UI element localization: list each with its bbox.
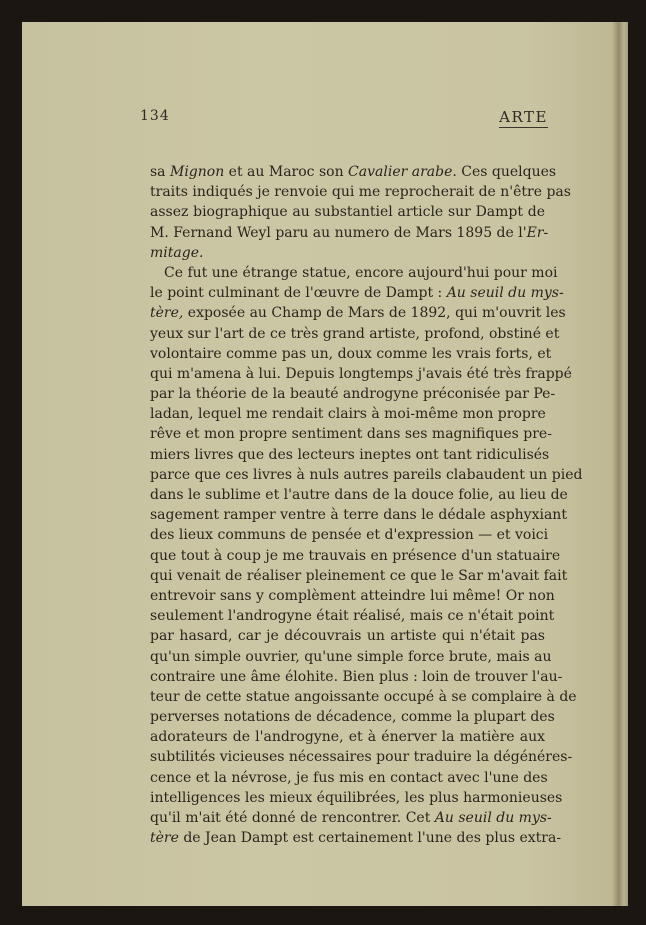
body-text	[150, 162, 583, 848]
italic-text: Mignon	[169, 164, 225, 180]
text-line	[150, 324, 560, 344]
next-page-edge	[618, 22, 628, 906]
text-line	[150, 525, 549, 545]
text-segment: miers livres que des lecteurs ineptes ont tant ridiculisés	[150, 446, 550, 463]
text-line	[150, 667, 563, 687]
text-segment: Ce fut une étrange statue, encore aujourd'hui pour moi	[164, 264, 558, 281]
text-line	[150, 223, 549, 243]
text-segment: traits indiqués je renvoie qui me reprocherait de n'être pas	[150, 184, 571, 201]
text-segment: entrevoir sans y complèment atteindre lui même! Or non	[150, 587, 555, 604]
italic-text: tère	[150, 830, 179, 847]
text-segment: par la théorie de la beauté androgyne préconisée par Pe-	[150, 386, 556, 403]
running-head	[140, 108, 548, 130]
text-segment: ladan, lequel me rendait clairs à moi-même mon propre	[150, 406, 546, 423]
text-line	[150, 788, 563, 808]
text-line	[150, 768, 548, 788]
text-line	[150, 445, 550, 465]
text-segment: M. Fernand Weyl paru au numero de Mars 1895 de l'	[150, 224, 527, 241]
text-line	[150, 586, 555, 606]
italic-text: Er-	[526, 224, 549, 241]
text-segment: exposée au Champ de Mars de 1892, qui m'ouvrit les	[183, 305, 566, 322]
text-line	[150, 626, 545, 646]
text-line	[150, 384, 556, 404]
text-line	[150, 303, 566, 323]
text-segment: qui venait de réaliser pleinement ce que le Sar m'avait fait	[150, 567, 568, 584]
text-segment: teur de cette statue angoissante occupé à se complaire à de	[150, 688, 577, 705]
page-number: 134	[140, 108, 170, 124]
text-line	[150, 566, 568, 586]
text-segment: perverses notations de décadence, comme la plupart des	[150, 709, 555, 726]
text-segment: par hasard, car je découvrais un artiste qui n'était pas	[150, 628, 545, 645]
text-line	[150, 162, 557, 182]
text-segment: sa	[150, 164, 170, 180]
text-segment: rêve et mon propre sentiment dans ses magnifiques pre-	[150, 426, 552, 443]
italic-text: mitage.	[150, 244, 204, 261]
text-segment: assez biographique au substantiel article sur Dampt de	[150, 204, 545, 221]
text-line	[150, 465, 583, 485]
italic-text: Cavalier arabe.	[348, 164, 457, 180]
text-line	[150, 344, 552, 364]
text-line	[150, 727, 545, 747]
text-line	[150, 606, 555, 626]
text-segment: que tout à coup je me trauvais en présence d'un statuaire	[150, 547, 561, 564]
text-line	[150, 505, 567, 525]
text-line	[150, 404, 545, 424]
text-segment: de Jean Dampt est certainement l'une des plus extra-	[178, 830, 562, 847]
running-title: ARTE	[499, 108, 548, 126]
text-segment: cence et la névrose, je fus mis en contact avec l'une des	[150, 769, 548, 786]
text-line	[150, 283, 564, 303]
text-line	[150, 364, 572, 384]
text-line	[150, 243, 545, 263]
text-segment: volontaire comme pas un, doux comme les vrais forts, et	[150, 345, 552, 362]
text-segment: intelligences les mieux équilibrées, les plus harmonieuses	[150, 789, 563, 806]
text-line	[150, 707, 555, 727]
text-segment: Ces quelques	[456, 164, 557, 180]
text-segment: yeux sur l'art de ce très grand artiste, profond, obstiné et	[150, 325, 560, 342]
text-segment: parce que ces livres à nuls autres pareils clabaudent un pied	[150, 466, 583, 483]
text-segment: subtilités vicieuses nécessaires pour traduire la dégénéres-	[150, 749, 573, 766]
text-segment: des lieux communs de pensée et d'expression — et voici	[150, 527, 549, 544]
text-segment: qu'il m'ait été donné de rencontrer. Cet	[150, 810, 435, 826]
italic-text: Au seuil du mys-	[434, 810, 552, 826]
text-line	[150, 647, 552, 667]
text-segment: dans le sublime et l'autre dans de la douce folie, au lieu de	[150, 487, 568, 503]
text-line	[150, 808, 552, 828]
text-line	[150, 828, 562, 848]
italic-text: Au seuil du mys-	[446, 285, 564, 302]
text-line	[150, 424, 552, 444]
text-line	[150, 485, 568, 505]
text-segment: adorateurs de l'androgyne, et à énerver la matière aux	[150, 729, 545, 746]
text-line	[150, 687, 577, 707]
text-line	[150, 202, 545, 222]
text-segment: sagement ramper ventre à terre dans le dédale asphyxiant	[150, 507, 567, 524]
text-segment: seulement l'androgyne était réalisé, mais ce n'était point	[150, 608, 555, 625]
text-segment: le point culminant de l'œuvre de Dampt :	[150, 285, 447, 302]
text-segment: contraire une âme élohite. Bien plus : loin de trouver l'au-	[150, 668, 563, 685]
text-segment: et au Maroc son	[224, 164, 349, 180]
text-segment: qui m'amena à lui. Depuis longtemps j'avais été très frappé	[150, 365, 572, 382]
text-segment: qu'un simple ouvrier, qu'une simple force brute, mais au	[150, 648, 552, 665]
text-line	[150, 546, 561, 566]
text-line	[150, 182, 571, 202]
text-line	[150, 263, 558, 283]
italic-text: tère,	[150, 305, 184, 322]
text-line	[150, 747, 573, 767]
